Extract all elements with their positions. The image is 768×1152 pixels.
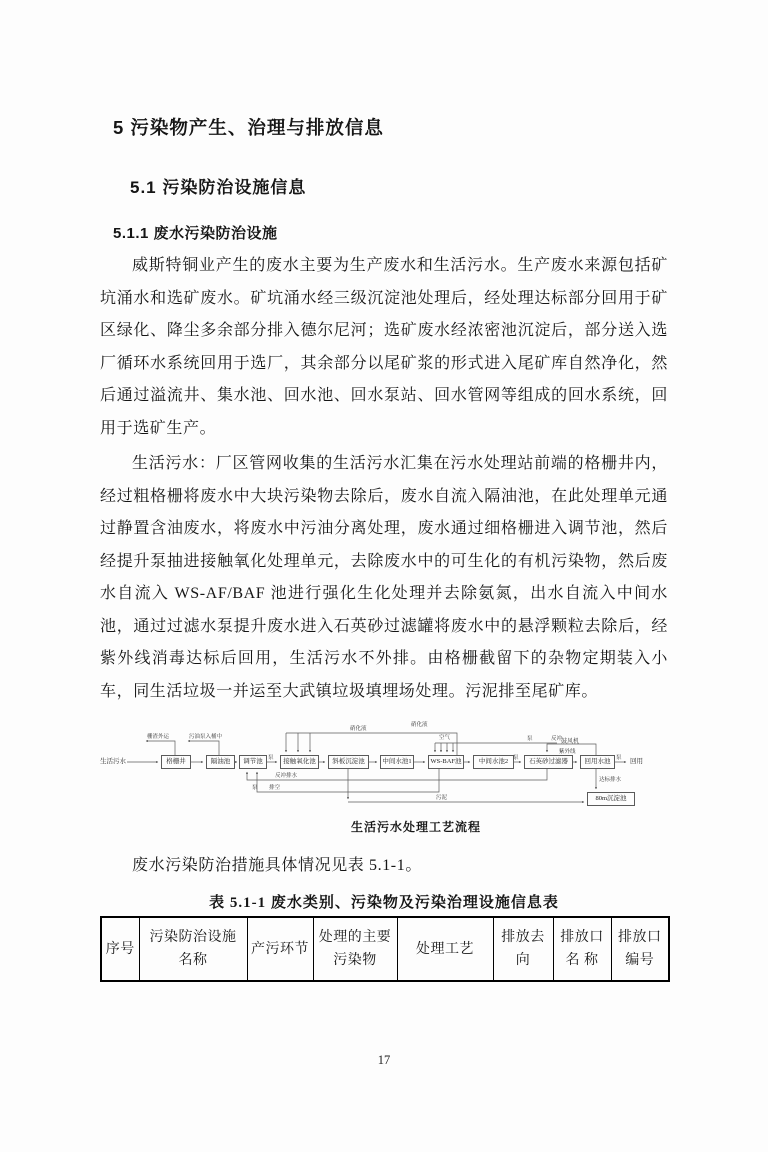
wastewater-facility-table bbox=[100, 916, 670, 982]
paragraph-production-wastewater: 威斯特铜业产生的废水主要为生产废水和生活污水。生产废水来源包括矿坑涌水和选矿废水。矿坑涌水经三级沉淀池处理后，经处理达标部分回用于矿区绿化、降尘多余部分排入德尔尼河；选矿废水经浓密池沉淀后，部分送入选厂循环水系统回用于选厂，其余部分以尾矿浆的形式进入尾矿库自然净化，然后通过溢流井、集水池、回水池、回水泵站、回水管网等组成的回水系统，回用于选矿生产。 bbox=[100, 257, 668, 437]
flow-label-backwash: 反冲 bbox=[551, 736, 563, 742]
table-header-main-pollutants: 处理的主要 污染物 bbox=[313, 917, 397, 981]
flowchart-caption: 生活污水处理工艺流程 bbox=[351, 820, 482, 834]
flow-box-intermediate-tank-2: 中间水池2 bbox=[473, 755, 514, 769]
flow-label-backwash-drain: 反冲排水 bbox=[275, 773, 298, 779]
flow-source-label: 生活污水 bbox=[100, 758, 126, 765]
subsection-heading: 5.1 污染防治设施信息 bbox=[130, 178, 307, 197]
flow-label-empty-drain: 排空 bbox=[269, 785, 281, 791]
flow-box-oil-separator: 隔油池 bbox=[206, 755, 235, 769]
subsubsection-heading: 5.1.1 废水污染防治设施 bbox=[113, 225, 278, 242]
flow-box-grid-well: 格栅井 bbox=[161, 755, 191, 769]
table-header-outlet-number: 排放口 编号 bbox=[611, 917, 669, 981]
flow-label-pump-5: 泵 bbox=[252, 785, 258, 791]
flow-box-ws-baf: WS-BAF池 bbox=[428, 755, 464, 769]
table-header-pollution-link: 产污环节 bbox=[247, 917, 313, 981]
flow-label-sludge: 污泥 bbox=[436, 795, 448, 801]
flow-output-label: 回用 bbox=[630, 758, 643, 765]
flow-label-uv: 紫外线 bbox=[559, 749, 576, 755]
flow-label-pump-2: 泵 bbox=[513, 755, 519, 761]
table-header-outlet-name: 排放口名 称 bbox=[553, 917, 611, 981]
paragraph-table-reference: 废水污染防治措施具体情况见表 5.1-1。 bbox=[132, 857, 422, 874]
table-header-discharge-destination: 排放去向 bbox=[493, 917, 553, 981]
table-header-row bbox=[101, 917, 669, 981]
flow-label-pump-4: 泵 bbox=[527, 736, 533, 742]
flow-label-pump-1: 泵 bbox=[268, 755, 274, 761]
flow-box-quartz-sand-filter: 石英砂过滤器 bbox=[524, 755, 573, 769]
flow-label-blower: 鼓风机 bbox=[561, 739, 580, 745]
flow-label-pump-3: 泵 bbox=[616, 755, 622, 761]
flow-label-qualified-drain: 达标排水 bbox=[599, 777, 622, 783]
paragraph-domestic-sewage: 生活污水：厂区管网收集的生活污水汇集在污水处理站前端的格栅井内，经过粗格栅将废水中大块污染物去除后，废水自流入隔油池，在此处理单元通过静置含油废水，将废水中污油分离处理，废水通过细格栅进入调节池，然后经提升泵抽进接触氧化处理单元，去除废水中的可生化的有机污染物，然后废水自流入 WS-AF/BAF 池进行强化生化处理并去除氨氮，出水自流入中间水池，通过过滤水泵提升废水进入石英砂过滤罐将废水中的悬浮颗粒去除后，经紫外线消毒达标后回用，生活污水不外排。由格栅截留下的杂物定期装入小车，同生活垃圾一并运至大武镇垃圾填埋场处理。污泥排至尾矿库。 bbox=[100, 455, 668, 700]
table-header-process: 处理工艺 bbox=[397, 917, 493, 981]
sewage-treatment-flowchart bbox=[99, 722, 674, 837]
table-header-seq: 序号 bbox=[101, 917, 139, 981]
flow-box-intermediate-tank-1: 中间水池1 bbox=[380, 755, 414, 769]
flow-label-air: 空气 bbox=[439, 735, 451, 741]
page-number: 17 bbox=[377, 1053, 391, 1067]
section-heading: 5 污染物产生、治理与排放信息 bbox=[113, 117, 384, 138]
table-caption: 表 5.1-1 废水类别、污染物及污染治理设施信息表 bbox=[209, 895, 559, 911]
table-header-facility-name: 污染防治设施 名称 bbox=[139, 917, 247, 981]
flow-label-nitrified-liquid-2: 硝化液 bbox=[411, 722, 428, 728]
flow-box-contact-oxidation: 接触氧化池 bbox=[280, 755, 319, 769]
flow-label-screenings-out: 栅渣外运 bbox=[147, 734, 170, 740]
flow-box-reuse-tank: 回用水池 bbox=[580, 755, 615, 769]
flow-box-sediment-tank: 80m沉淀池 bbox=[587, 792, 635, 806]
flow-box-inclined-plate-settler: 斜板沉淀池 bbox=[328, 755, 369, 769]
flow-label-nitrified-liquid: 硝化液 bbox=[350, 726, 367, 732]
flow-label-oil-pumped: 污油泵入桶中 bbox=[189, 734, 223, 740]
flow-box-regulating-tank: 调节池 bbox=[239, 755, 267, 769]
